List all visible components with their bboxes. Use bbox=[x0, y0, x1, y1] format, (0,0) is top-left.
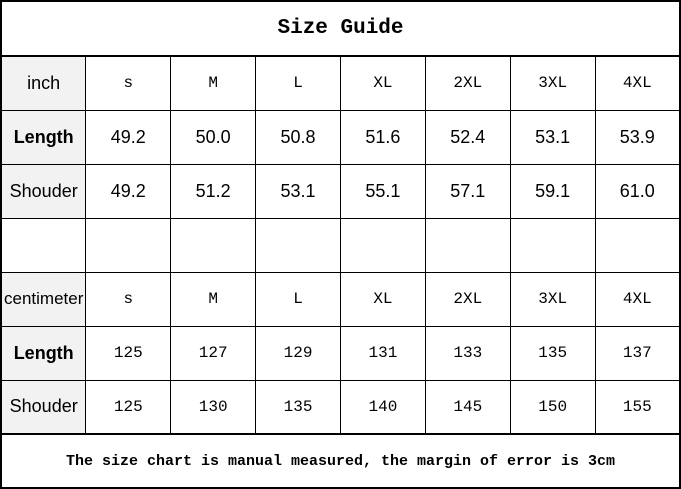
value-cell: 145 bbox=[425, 380, 510, 434]
inch-length-label: Length bbox=[1, 110, 86, 164]
cm-size-header-l: L bbox=[256, 272, 341, 326]
inch-size-header-xl: XL bbox=[341, 56, 426, 110]
value-cell: 125 bbox=[86, 380, 171, 434]
value-cell: 53.1 bbox=[256, 164, 341, 218]
value-cell: 137 bbox=[595, 326, 680, 380]
cm-size-header-3xl: 3XL bbox=[510, 272, 595, 326]
inch-size-header-m: M bbox=[171, 56, 256, 110]
cm-size-header-row bbox=[1, 272, 680, 326]
value-cell: 53.1 bbox=[510, 110, 595, 164]
inch-size-header-s: s bbox=[86, 56, 171, 110]
value-cell: 57.1 bbox=[425, 164, 510, 218]
cm-size-header-m: M bbox=[171, 272, 256, 326]
empty-cell bbox=[341, 218, 426, 272]
value-cell: 49.2 bbox=[86, 110, 171, 164]
empty-cell bbox=[256, 218, 341, 272]
empty-cell bbox=[595, 218, 680, 272]
cm-length-label: Length bbox=[1, 326, 86, 380]
value-cell: 50.0 bbox=[171, 110, 256, 164]
value-cell: 127 bbox=[171, 326, 256, 380]
measurement-note: The size chart is manual measured, the margin of error is 3cm bbox=[1, 434, 680, 488]
value-cell: 51.6 bbox=[341, 110, 426, 164]
empty-cell bbox=[171, 218, 256, 272]
cm-size-header-xl: XL bbox=[341, 272, 426, 326]
inch-length-row bbox=[1, 110, 680, 164]
title-row bbox=[1, 1, 680, 56]
note-row bbox=[1, 434, 680, 488]
value-cell: 59.1 bbox=[510, 164, 595, 218]
inch-shoulder-row bbox=[1, 164, 680, 218]
empty-cell bbox=[1, 218, 86, 272]
value-cell: 129 bbox=[256, 326, 341, 380]
page-title: Size Guide bbox=[1, 1, 680, 56]
value-cell: 150 bbox=[510, 380, 595, 434]
value-cell: 133 bbox=[425, 326, 510, 380]
value-cell: 55.1 bbox=[341, 164, 426, 218]
value-cell: 61.0 bbox=[595, 164, 680, 218]
unit-label-inch: inch bbox=[1, 56, 86, 110]
unit-label-centimeter: centimeter bbox=[1, 272, 86, 326]
value-cell: 130 bbox=[171, 380, 256, 434]
value-cell: 131 bbox=[341, 326, 426, 380]
inch-size-header-l: L bbox=[256, 56, 341, 110]
value-cell: 51.2 bbox=[171, 164, 256, 218]
value-cell: 155 bbox=[595, 380, 680, 434]
cm-shoulder-label: Shouder bbox=[1, 380, 86, 434]
inch-size-header-row bbox=[1, 56, 680, 110]
value-cell: 135 bbox=[510, 326, 595, 380]
value-cell: 140 bbox=[341, 380, 426, 434]
cm-size-header-s: s bbox=[86, 272, 171, 326]
cm-length-row bbox=[1, 326, 680, 380]
cm-size-header-4xl: 4XL bbox=[595, 272, 680, 326]
value-cell: 135 bbox=[256, 380, 341, 434]
empty-cell bbox=[425, 218, 510, 272]
inch-shoulder-label: Shouder bbox=[1, 164, 86, 218]
empty-cell bbox=[86, 218, 171, 272]
spacer-row bbox=[1, 218, 680, 272]
inch-size-header-2xl: 2XL bbox=[425, 56, 510, 110]
value-cell: 52.4 bbox=[425, 110, 510, 164]
inch-size-header-4xl: 4XL bbox=[595, 56, 680, 110]
empty-cell bbox=[510, 218, 595, 272]
value-cell: 50.8 bbox=[256, 110, 341, 164]
cm-size-header-2xl: 2XL bbox=[425, 272, 510, 326]
value-cell: 49.2 bbox=[86, 164, 171, 218]
inch-size-header-3xl: 3XL bbox=[510, 56, 595, 110]
cm-shoulder-row bbox=[1, 380, 680, 434]
value-cell: 53.9 bbox=[595, 110, 680, 164]
value-cell: 125 bbox=[86, 326, 171, 380]
